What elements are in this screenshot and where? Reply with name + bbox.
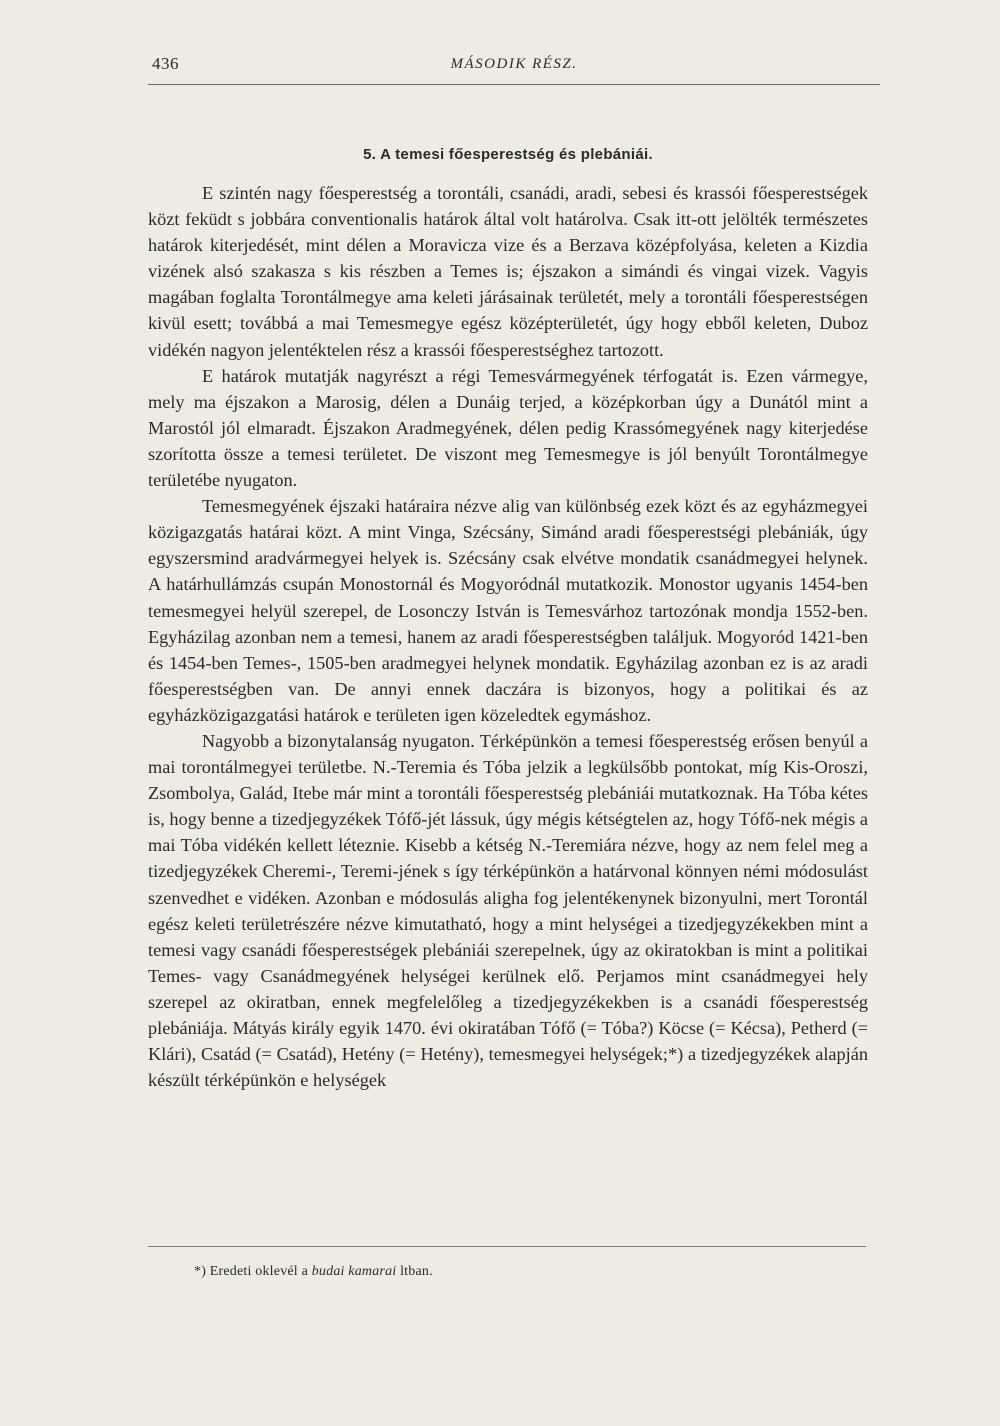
paragraph-3: Temesmegyének éjszaki határaira nézve alig van különbség ezek közt és az egyházmegyei közigazgatás határai közt. A mint Vinga, Szécsány, Simánd aradi főesperestségi plebániák, úgy egyszersmind aradvármegyei helyek is. Szécsány csak elvétve mondatik csanádmegyei helynek. A határhullámzás csupán Monostornál és Mogyoródnál mutatkozik. Monostor ugyanis 1454-ben temesmegyei helyül szerepel, de Losonczy István is Temesvárhoz tartozónak mondja 1552-ben. Egyházilag azonban nem a temesi, hanem az aradi főesperestségben találjuk. Mogyoród 1421-ben és 1454-ben Temes-, 1505-ben aradmegyei helynek mondatik. Egyházilag azonban ez is az aradi főesperestségben van. De annyi ennek daczára is bizonyos, hogy a politikai és az egyházközigazgatási határok e területen igen közeledtek egymáshoz. (148, 496, 868, 725)
footnote-italic-text: budai kamarai (311, 1264, 397, 1279)
footnote (194, 1264, 433, 1280)
footnote-marker: *) (194, 1264, 207, 1279)
section-title: 5. A temesi főesperestség és plebániái. (363, 146, 653, 163)
footnote-text-end: ltban. (400, 1264, 433, 1279)
paragraph-1: E szintén nagy főesperestség a torontáli, csanádi, aradi, sebesi és krassói főesperestségek közt feküdt s jobbára conventionalis határok által volt határolva. Csak itt-ott jelölték természetes határok kiterjedését, mint délen a Moravicza vize és a Berzava középfolyása, keleten a Kizdia vizének alsó szakasza s kis részben a Temes is; éjszakon a simándi és vingai vizek. Vagyis magában foglalta Torontálmegye ama keleti járásainak területét, mely a torontáli főesperestségen kivül esett; továbbá a mai Temesmegye egész középterületét, úgy hogy ebből keleten, Duboz vidékén nagyon jelentéktelen rész a krassói főesperestséghez tartozott. (148, 183, 868, 360)
footnote-divider (148, 1246, 866, 1247)
body-text (148, 180, 868, 1093)
paragraph-2: E határok mutatják nagyrészt a régi Temesvármegyének térfogatát is. Ezen vármegye, mely ma éjszakon a Marosig, délen a Dunáig terjed, a középkorban úgy a Dunától mint a Marostól jól elmaradt. Éjszakon Aradmegyének, délen pedig Krassómegyének nagy kiterjedése szorította össze a temesi területet. De viszont meg Temesmegye is jól benyúlt Torontálmegye területébe nyugaton. (148, 365, 868, 491)
page-header (148, 48, 880, 85)
running-head: MÁSODIK RÉSZ. (450, 56, 578, 72)
page-number: 436 (152, 54, 179, 73)
paragraph-4: Nagyobb a bizonytalanság nyugaton. Térképünkön a temesi főesperestség erősen benyúl a mai torontálmegyei területbe. N.-Teremia és Tóba jelzik a legkülsőbb pontokat, míg Kis-Oroszi, Zsombolya, Galád, Itebe már mint a torontáli főesperestség plebániái mutatkoznak. Ha Tóba kétes is, hogy benne a tizedjegyzékek Tófő-jét lássuk, úgy mégis kétségtelen az, hogy Tófő-nek mégis a mai Tóba vidékén kellett léteznie. Kisebb a kétség N.-Teremiára nézve, hogy az nem felel meg a tizedjegyzékek Cheremi-, Teremi-jének s így térképünkön a határvonal könnyen némi módosulást szenvedhet e vidéken. Azonban e módosulás aligha fog jelentékenynek bizonyulni, mert Torontál egész keleti területrészére nézve kimutatható, hogy a mint helységei a tizedjegyzékekben mint a temesi vagy csanádi főesperestségek plebániái szerepelnek, úgy az okiratokban is mint a politikai Temes- vagy Csanádmegyének helységei kerülnek elő. Perjamos mint csanádmegyei hely szerepel az okiratban, ennek megfelelőleg a tizedjegyzékekben is a csanádi főesperestség plebániája. Mátyás király egyik 1470. évi okiratában Tófő (= Tóba?) Köcse (= Kécsa), Petherd (= Klári), Csatád (= Csatád), Hetény (= Hetény), temesmegyei helységek;*) a tizedjegyzékek alapján készült térképünkön e helységek (148, 730, 868, 1091)
footnote-text-start: Eredeti oklevél a (209, 1264, 309, 1279)
